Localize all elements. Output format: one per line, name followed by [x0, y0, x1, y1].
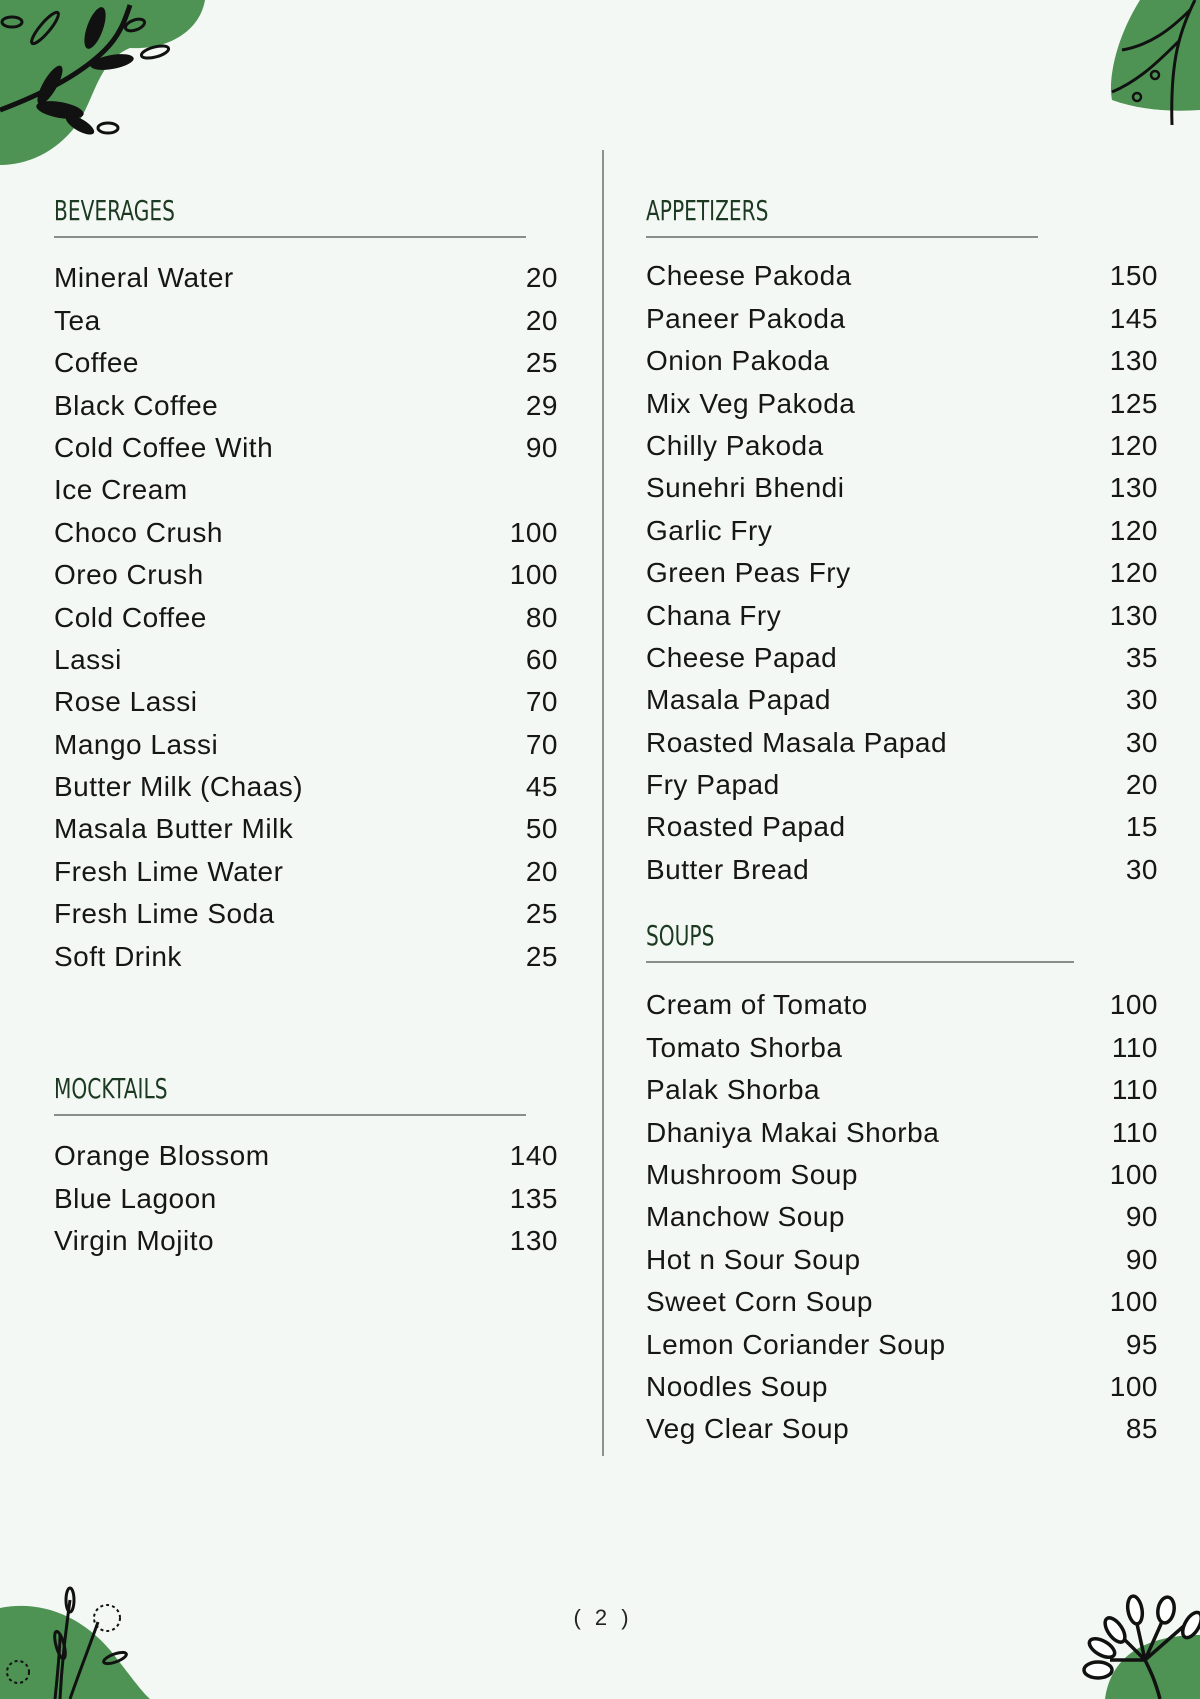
item-name: Mushroom Soup	[646, 1158, 858, 1190]
section-appetizers	[646, 190, 1158, 886]
item-name: Tea	[54, 304, 101, 336]
section-title: MOCKTAILS	[54, 1072, 168, 1105]
item-name: Virgin Mojito	[54, 1225, 215, 1257]
menu-item	[54, 294, 558, 336]
menu-item	[54, 549, 558, 591]
menu-item	[54, 506, 558, 548]
menu-item	[646, 462, 1158, 504]
item-name: Black Coffee	[54, 389, 219, 421]
item-price: 120	[1109, 557, 1158, 589]
section-title: SOUPS	[646, 919, 715, 952]
item-name: Soft Drink	[54, 940, 182, 972]
item-name: Hot n Sour Soup	[646, 1243, 861, 1275]
item-price: 29	[525, 389, 558, 421]
menu-item	[54, 422, 558, 464]
item-price: 100	[509, 516, 558, 548]
menu-item	[646, 1021, 1158, 1063]
item-price: 35	[1125, 641, 1158, 673]
item-name: Fry Papad	[646, 769, 780, 801]
menu-item	[646, 1106, 1158, 1148]
item-price: 130	[1109, 599, 1158, 631]
menu-item	[646, 1233, 1158, 1275]
item-name: Lemon Coriander Soup	[646, 1328, 946, 1360]
item-price: 145	[1109, 302, 1158, 334]
menu-item	[54, 252, 558, 294]
item-name: Butter Milk (Chaas)	[54, 771, 304, 803]
item-name: Roasted Papad	[646, 811, 846, 843]
menu-item	[646, 377, 1158, 419]
item-price: 80	[525, 601, 558, 633]
item-name: Cheese Papad	[646, 641, 838, 673]
item-price: 100	[1109, 989, 1158, 1021]
menu-item	[54, 1215, 558, 1257]
item-name: Oreo Crush	[54, 559, 204, 591]
item-price: 120	[1109, 429, 1158, 461]
item-name: Blue Lagoon	[54, 1182, 217, 1214]
item-name: Mango Lassi	[54, 728, 219, 760]
item-name: Choco Crush	[54, 516, 223, 548]
menu-item	[54, 803, 558, 845]
item-price: 20	[525, 262, 558, 294]
item-name: Masala Papad	[646, 684, 832, 716]
mocktails-list	[54, 1130, 558, 1257]
item-name: Butter Bread	[646, 853, 810, 885]
item-price: 20	[525, 304, 558, 336]
menu-item	[646, 250, 1158, 292]
item-price: 70	[525, 686, 558, 718]
item-name: Noodles Soup	[646, 1370, 828, 1402]
appetizers-list	[646, 250, 1158, 886]
menu-item	[646, 504, 1158, 546]
section-underline	[54, 1114, 526, 1116]
item-price: 30	[1125, 726, 1158, 758]
item-name: Tomato Shorba	[646, 1031, 843, 1063]
item-price: 25	[525, 347, 558, 379]
item-price: 60	[525, 643, 558, 675]
item-name: Cold Coffee	[54, 601, 207, 633]
menu-item	[646, 1064, 1158, 1106]
item-name: Fresh Lime Water	[54, 855, 284, 887]
item-name: Cold Coffee With	[54, 431, 274, 463]
item-price: 15	[1125, 811, 1158, 843]
menu-item	[646, 1149, 1158, 1191]
item-name: Coffee	[54, 347, 139, 379]
menu-item	[54, 888, 558, 930]
item-price: 100	[1109, 1286, 1158, 1318]
item-price: 90	[1125, 1201, 1158, 1233]
menu-item	[646, 716, 1158, 758]
item-price: 20	[525, 855, 558, 887]
item-price: 90	[525, 431, 558, 463]
menu-item	[646, 292, 1158, 334]
item-price: 20	[1125, 769, 1158, 801]
menu-item	[54, 718, 558, 760]
item-name: Green Peas Fry	[646, 557, 851, 589]
menu-item	[54, 634, 558, 676]
item-name: Roasted Masala Papad	[646, 726, 948, 758]
item-price: 25	[525, 898, 558, 930]
menu-item	[646, 1191, 1158, 1233]
item-price: 100	[1109, 1158, 1158, 1190]
soups-list	[646, 979, 1158, 1445]
leaf-branch-icon	[0, 0, 220, 175]
item-price: 125	[1109, 387, 1158, 419]
item-price: 110	[1111, 1074, 1158, 1106]
section-underline	[54, 236, 526, 238]
item-price: 130	[1109, 345, 1158, 377]
menu-item	[646, 801, 1158, 843]
item-name: Rose Lassi	[54, 686, 198, 718]
item-price: 45	[525, 771, 558, 803]
item-name: Mineral Water	[54, 262, 234, 294]
menu-item	[54, 337, 558, 379]
menu-item	[54, 761, 558, 803]
item-price: 110	[1111, 1031, 1158, 1063]
menu-item	[646, 547, 1158, 589]
item-price: 150	[1109, 260, 1158, 292]
item-name: Sweet Corn Soup	[646, 1286, 873, 1318]
menu-item	[646, 589, 1158, 631]
menu-item	[646, 979, 1158, 1021]
menu-item	[54, 1172, 558, 1214]
section-soups	[646, 915, 1158, 1445]
column-divider	[602, 150, 604, 1456]
menu-item	[646, 759, 1158, 801]
item-name: Cheese Pakoda	[646, 260, 852, 292]
item-name: Sunehri Bhendi	[646, 472, 845, 504]
section-underline	[646, 961, 1074, 963]
item-name: Masala Butter Milk	[54, 813, 294, 845]
flower-buds-icon	[1080, 1580, 1200, 1699]
item-price: 110	[1111, 1116, 1158, 1148]
item-price: 30	[1125, 684, 1158, 716]
menu-item	[646, 335, 1158, 377]
item-price: 70	[525, 728, 558, 760]
item-name: Lassi	[54, 643, 122, 675]
item-name: Cream of Tomato	[646, 989, 868, 1021]
menu-item	[54, 591, 558, 633]
menu-item	[54, 676, 558, 718]
menu-item	[646, 632, 1158, 674]
item-name: Manchow Soup	[646, 1201, 846, 1233]
item-name: Garlic Fry	[646, 514, 773, 546]
menu-item	[646, 1276, 1158, 1318]
item-price: 130	[1109, 472, 1158, 504]
item-price: 100	[1109, 1370, 1158, 1402]
menu-item	[54, 1130, 558, 1172]
page-number: ( 2 )	[573, 1605, 633, 1630]
menu-item	[646, 1403, 1158, 1445]
beverages-list	[54, 252, 558, 973]
item-price: 95	[1125, 1328, 1158, 1360]
item-name: Ice Cream	[54, 474, 188, 506]
item-price: 100	[509, 559, 558, 591]
item-name: Veg Clear Soup	[646, 1413, 850, 1445]
item-name: Orange Blossom	[54, 1140, 270, 1172]
item-price: 90	[1125, 1243, 1158, 1275]
item-name: Chilly Pakoda	[646, 429, 824, 461]
menu-item	[646, 420, 1158, 462]
menu-item	[54, 379, 558, 421]
section-underline	[646, 236, 1038, 238]
section-title: BEVERAGES	[54, 194, 175, 227]
item-name: Chana Fry	[646, 599, 782, 631]
menu-item	[646, 1318, 1158, 1360]
section-title: APPETIZERS	[646, 194, 769, 227]
item-price: 85	[1125, 1413, 1158, 1445]
item-price: 130	[509, 1225, 558, 1257]
item-name: Palak Shorba	[646, 1074, 821, 1106]
menu-item	[646, 1361, 1158, 1403]
menu-item	[54, 464, 558, 506]
item-name: Paneer Pakoda	[646, 302, 846, 334]
menu-item	[646, 843, 1158, 885]
menu-item	[54, 930, 558, 972]
item-name: Dhaniya Makai Shorba	[646, 1116, 940, 1148]
menu-item	[646, 674, 1158, 716]
item-price: 135	[509, 1182, 558, 1214]
menu-item	[54, 845, 558, 887]
leaf-sprig-icon	[1100, 0, 1200, 130]
item-price: 140	[509, 1140, 558, 1172]
section-beverages	[54, 190, 558, 973]
section-mocktails	[54, 1068, 558, 1257]
item-price: 25	[525, 940, 558, 972]
item-price: 120	[1109, 514, 1158, 546]
item-price: 50	[525, 813, 558, 845]
item-name: Mix Veg Pakoda	[646, 387, 856, 419]
item-name: Fresh Lime Soda	[54, 898, 275, 930]
item-name: Onion Pakoda	[646, 345, 830, 377]
item-price: 30	[1125, 853, 1158, 885]
